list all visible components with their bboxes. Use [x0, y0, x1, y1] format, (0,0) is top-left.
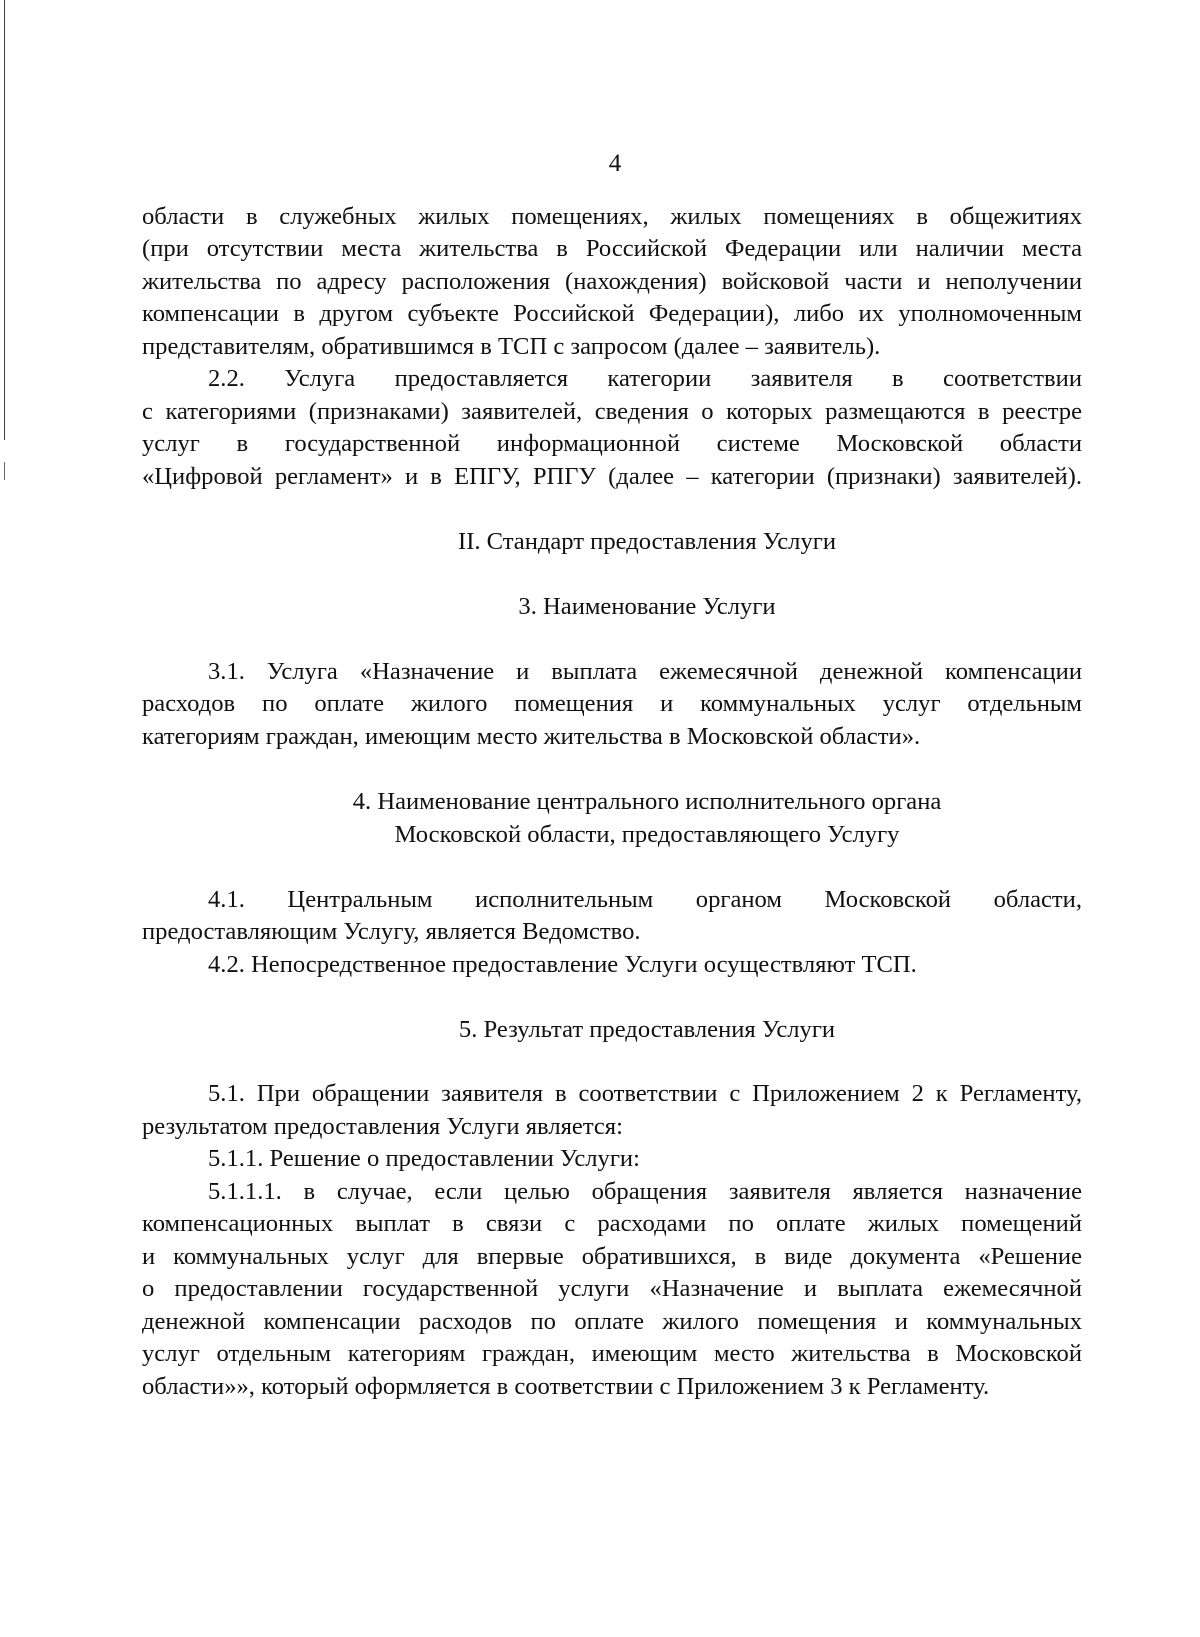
- paragraph-4-2: 4.2. Непосредственное предоставление Услуги осуществляют ТСП.: [208, 951, 917, 978]
- paragraph-5-1-1-1-line: компенсационных выплат в связи с расходами по оплате жилых помещений: [142, 1210, 1082, 1237]
- text-line: компенсации в другом субъекте Российской Федерации), либо их уполномоченным: [142, 300, 1082, 327]
- paragraph-5-1-1-1-line: 5.1.1.1. в случае, если целью обращения заявителя является назначение: [208, 1178, 1082, 1205]
- paragraph-3-1-line: 3.1. Услуга «Назначение и выплата ежемесячной денежной компенсации: [208, 658, 1082, 685]
- paragraph-2-2-line: 2.2. Услуга предоставляется категории заявителя в соответствии: [208, 365, 1082, 392]
- text-line: области в служебных жилых помещениях, жилых помещениях в общежитиях: [142, 203, 1082, 230]
- text-line: жительства по адресу расположения (нахождения) войсковой части и неполучении: [142, 268, 1082, 295]
- paragraph-5-1-1-1-line: области»», который оформляется в соответствии с Приложением 3 к Регламенту.: [142, 1373, 990, 1400]
- paragraph-5-1-line: 5.1. При обращении заявителя в соответствии с Приложением 2 к Регламенту,: [208, 1080, 1082, 1107]
- heading-3: 3. Наименование Услуги: [518, 593, 776, 620]
- page-number: 4: [608, 150, 622, 177]
- scan-edge-tick: [4, 462, 5, 480]
- scan-edge-mark: [4, 0, 5, 440]
- paragraph-5-1-1-1-line: и коммунальных услуг для впервые обратившихся, в виде документа «Решение: [142, 1243, 1082, 1270]
- paragraph-2-2-line: услуг в государственной информационной системе Московской области: [142, 430, 1082, 457]
- paragraph-4-1-line: 4.1. Центральным исполнительным органом Московской области,: [208, 886, 1082, 913]
- paragraph-5-1-1-1-line: услуг отдельным категориям граждан, имеющим место жительства в Московской: [142, 1340, 1082, 1367]
- heading-4: 4. Наименование центрального исполнительного органа: [352, 788, 942, 815]
- paragraph-2-2-line: с категориями (признаками) заявителей, сведения о которых размещаются в реестре: [142, 398, 1082, 425]
- paragraph-3-1-line: категориям граждан, имеющим место жительства в Московской области».: [142, 723, 921, 750]
- heading-4: Московской области, предоставляющего Услугу: [394, 821, 900, 848]
- paragraph-5-1-1: 5.1.1. Решение о предоставлении Услуги:: [208, 1145, 640, 1172]
- paragraph-2-2-line: «Цифровой регламент» и в ЕПГУ, РПГУ (далее – категории (признаки) заявителей).: [142, 463, 1082, 490]
- paragraph-3-1-line: расходов по оплате жилого помещения и коммунальных услуг отдельным: [142, 690, 1082, 717]
- heading-5: 5. Результат предоставления Услуги: [458, 1016, 836, 1043]
- paragraph-4-1-line: предоставляющим Услугу, является Ведомство.: [142, 918, 641, 945]
- text-line: (при отсутствии места жительства в Российской Федерации или наличии места: [142, 235, 1082, 262]
- paragraph-5-1-line: результатом предоставления Услуги является:: [142, 1113, 623, 1140]
- paragraph-5-1-1-1-line: о предоставлении государственной услуги «Назначение и выплата ежемесячной: [142, 1275, 1082, 1302]
- paragraph-5-1-1-1-line: денежной компенсации расходов по оплате жилого помещения и коммунальных: [142, 1308, 1082, 1335]
- text-line: представителям, обратившимся в ТСП с запросом (далее – заявитель).: [142, 333, 881, 360]
- section-heading-2: II. Стандарт предоставления Услуги: [458, 528, 836, 555]
